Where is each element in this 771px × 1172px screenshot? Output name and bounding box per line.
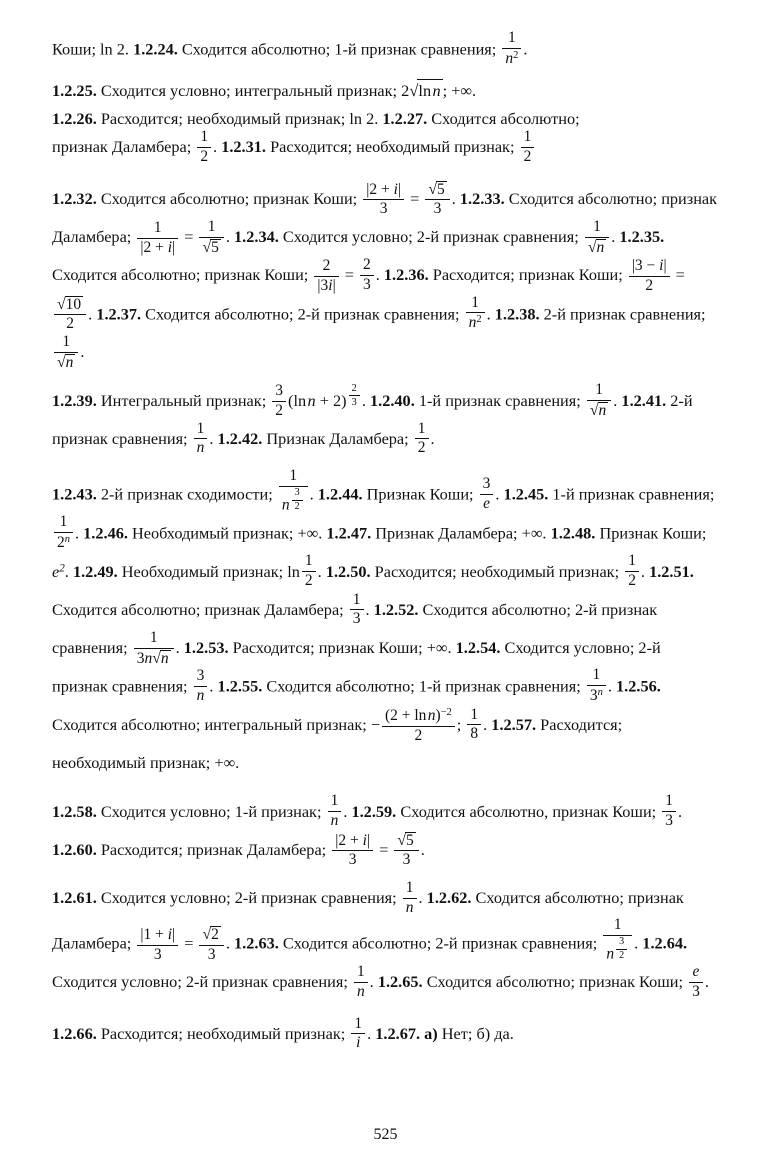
item-text-1227b: признак Даламбера; (52, 137, 192, 157)
item-number-1238: 1.2.38. (494, 303, 540, 323)
item-text-1225a: Сходится условно; интегральный признак; 2 (100, 81, 410, 101)
item-text-1234a: Сходится условно; 2-й (282, 227, 440, 247)
math-1-over-i: $\frac{1}{i}$ (351, 1016, 365, 1052)
answer-line-1226-1231 (52, 108, 719, 166)
item-number-1263: 1.2.63. (234, 934, 279, 954)
item-label-a: а) (424, 1023, 438, 1043)
item-text-1241: 2-й признак сравнения; (52, 390, 693, 448)
item-text-1233b: абсолютно; признак Даламбера; (52, 188, 718, 247)
item-number-1256: 1.2.56. (616, 676, 661, 696)
math-3-over-e: $\frac{3}{e}$ (480, 476, 494, 512)
item-text-1250: Расходится; необходимый признак; (374, 561, 620, 581)
item-text-1233a: Сходится (508, 188, 574, 208)
item-text-1251b: абсолютно; признак Даламбера; (121, 599, 344, 619)
period: . (225, 227, 230, 247)
math-abs3mi-over-2: $\frac{|3 - i|}{2}$ (629, 258, 670, 294)
item-text-1265: Сходится абсолютно; признак Коши; (426, 972, 684, 992)
period: . (418, 888, 423, 908)
item-number-1244: 1.2.44. (317, 484, 363, 504)
math-1-over-sqrtn: $\frac{1}{√n}$ (587, 382, 611, 419)
item-text-1259b: признак Коши; (552, 801, 657, 821)
period: . (209, 676, 214, 696)
period: . (175, 638, 180, 658)
item-text-1261: Сходится условно; 2-й признак сравнения; (100, 888, 397, 908)
item-number-1249: 1.2.49. (72, 561, 118, 581)
period: . (88, 303, 93, 323)
item-text-1236: Расходится; признак Коши; (432, 265, 623, 285)
item-number-1246: 1.2.46. (83, 523, 128, 543)
item-number-1266: 1.2.66. (52, 1023, 97, 1043)
period: . (369, 972, 374, 992)
math-neg-2plus-lnn-pow-minus2-over-2: $\frac{(2 + \ln n)^{-2}}{2}$ (382, 707, 455, 744)
math-sqrt5-over-3: $\frac{√5}{3}$ (425, 181, 449, 218)
math-1-over-n: $\frac{1}{n}$ (328, 793, 342, 829)
item-number-1245: 1.2.45. (503, 484, 549, 504)
item-number-1240: 1.2.40. (369, 390, 415, 410)
page-number: 525 (373, 1126, 398, 1143)
item-number-1239: 1.2.39. (52, 390, 97, 410)
math-1-over-3n: $\frac{1}{3^n}$ (587, 667, 606, 704)
item-number-1267: 1.2.67. (375, 1023, 421, 1043)
period: . (430, 428, 435, 448)
item-text-1226: Расходится; необходимый признак; ln 2. (100, 109, 379, 129)
item-text-1246: Необходимый признак; +∞. (132, 523, 323, 543)
item-text-1249a: Необходимый признак; (121, 561, 284, 581)
math-sqrt2-over-3: $\frac{√2}{3}$ (199, 926, 223, 963)
item-text-1245a: 1-й (552, 484, 575, 504)
period: . (704, 972, 709, 992)
item-text-1257: Расходится; необходимый признак; +∞. (52, 714, 623, 773)
period: . (343, 801, 348, 821)
period: . (80, 342, 85, 362)
equals: = (379, 839, 389, 859)
math-1-over-n2: $\frac{1}{n^2}$ (502, 30, 521, 67)
item-text-1240: 1-й признак сравнения; (418, 390, 581, 410)
item-number-1237: 1.2.37. (96, 303, 142, 323)
period: . (486, 303, 491, 323)
equals: = (675, 265, 685, 285)
period: . (365, 599, 370, 619)
item-number-1262: 1.2.62. (426, 888, 472, 908)
item-number-1259: 1.2.59. (351, 801, 397, 821)
item-number-1224: 1.2.24. (133, 39, 178, 59)
item-number-1234: 1.2.34. (234, 227, 279, 247)
item-text-1238: 2-й признак сравнения; (543, 303, 706, 323)
math-1-over-sqrtn: $\frac{1}{√n}$ (54, 334, 78, 371)
math-3-over-n: $\frac{3}{n}$ (194, 668, 208, 704)
item-text-1232: Сходится абсолютно; признак Коши; (100, 188, 358, 208)
equals: = (410, 188, 420, 208)
answer-block-1239-1242 (52, 382, 719, 459)
item-text-1263a: Сходится абсолютно; (282, 934, 432, 954)
period: . (75, 523, 80, 543)
item-text-1254a: Сходится (504, 638, 570, 658)
semicolon: ; (456, 714, 462, 734)
period: . (367, 1023, 372, 1043)
item-text-1267: Нет; б) да. (441, 1023, 514, 1043)
math-sqrt5-over-3: $\frac{√5}{3}$ (394, 832, 418, 869)
item-text-1260: Расходится; признак Даламбера; (100, 839, 327, 859)
continuation-text: Коши; ln 2. (52, 39, 129, 59)
item-text-1237b: абсолютно; 2-й признак сравнения; (214, 303, 460, 323)
item-number-1226: 1.2.26. (52, 109, 97, 129)
period: . (213, 137, 218, 157)
item-number-1233: 1.2.33. (459, 188, 505, 208)
item-number-1247: 1.2.47. (326, 523, 372, 543)
item-text-1251a: Сходится (52, 599, 118, 619)
math-2-over-abs3i: $\frac{2}{|3i|}$ (314, 258, 338, 294)
math-3-over-2: $\frac{3}{2}$ (272, 383, 286, 419)
period: . (607, 676, 612, 696)
period: . (611, 227, 616, 247)
answer-line-1224 (52, 30, 719, 67)
item-number-1236: 1.2.36. (383, 265, 429, 285)
item-text-1224: Сходится абсолютно; 1-й признак сравнения; (181, 39, 497, 59)
item-text-1243: 2-й признак сходимости; (100, 484, 273, 504)
answer-block-1258-1260 (52, 793, 719, 870)
item-number-1227: 1.2.27. (382, 109, 428, 129)
math-e-over-3: $\frac{e}{3}$ (689, 964, 703, 1000)
math-e-squared: $e^2$ (52, 561, 65, 581)
item-number-1252: 1.2.52. (373, 599, 419, 619)
item-number-1253: 1.2.53. (183, 638, 229, 658)
item-number-1261: 1.2.61. (52, 888, 97, 908)
answer-block-1232-1238 (52, 180, 719, 372)
item-text-1231: Расходится; необходимый признак; (270, 137, 515, 157)
math-1-over-n: $\frac{1}{n}$ (403, 880, 417, 916)
period: . (495, 484, 500, 504)
math-lnn-plus-2-pow: (ln n + 2) $^{\frac{2}{3}}$ (288, 391, 362, 410)
period: . (375, 265, 380, 285)
item-text-1227a: Сходится абсолютно; (431, 109, 580, 129)
answer-block-1243-1257 (52, 468, 719, 782)
equals: = (344, 265, 354, 285)
item-text-1252a: Сходится абсолютно; 2-й признак (422, 599, 658, 619)
answer-block-1266-1267 (52, 1016, 719, 1052)
period: . (309, 484, 314, 504)
math-1-over-3: $\frac{1}{3}$ (350, 592, 364, 628)
period: . (678, 801, 683, 821)
item-text-1249b: ln (287, 561, 300, 581)
item-number-1257: 1.2.57. (491, 714, 537, 734)
item-number-1260: 1.2.60. (52, 839, 97, 859)
period: . (64, 561, 69, 581)
period: . (361, 390, 366, 410)
item-text-1259a: Сходится абсолютно, (400, 801, 549, 821)
math-1-over-n: $\frac{1}{n}$ (354, 964, 368, 1000)
item-number-1242: 1.2.42. (217, 428, 263, 448)
math-1-over-2: $\frac{1}{2}$ (521, 129, 535, 165)
item-number-1248: 1.2.48. (550, 523, 596, 543)
period: . (451, 188, 456, 208)
math-abs1pi-over-3: $\frac{|1 + i|}{3}$ (137, 927, 178, 963)
period: . (523, 39, 528, 59)
math-abs2pi-over-3: $\frac{|2 + i|}{3}$ (332, 833, 373, 869)
item-text-1248: Признак Коши; (599, 523, 707, 543)
math-1-over-3n-sqrtn: $\frac{1}{3n√n}$ (134, 630, 174, 667)
math-sqrt10-over-2: $\frac{√10}{2}$ (54, 296, 86, 333)
item-text-1258: Сходится условно; 1-й признак; (100, 801, 322, 821)
math-1-over-n2: $\frac{1}{n^2}$ (466, 295, 485, 332)
period: . (640, 561, 645, 581)
item-text-1244: Признак Коши; (366, 484, 474, 504)
item-text-1235: Сходится абсолютно; признак Коши; (52, 265, 309, 285)
item-text-1247a: Признак (375, 523, 435, 543)
item-number-1235: 1.2.35. (619, 227, 665, 247)
math-1-over-n32: 1 n $^{\frac{3}{2}}$ (603, 917, 632, 963)
period: . (317, 561, 322, 581)
answer-block-1261-1265 (52, 879, 719, 1001)
item-text-1245b: признак сравнения; (578, 484, 715, 504)
item-text-1242: Признак Даламбера; (266, 428, 409, 448)
math-1-over-n: $\frac{1}{n}$ (194, 421, 208, 457)
item-text-1264b: сравнения; (272, 972, 348, 992)
equals: = (184, 227, 194, 247)
item-number-1243: 1.2.43. (52, 484, 97, 504)
item-text-1234b: признак сравнения; (443, 227, 579, 247)
period: . (613, 390, 618, 410)
item-number-1255: 1.2.55. (217, 676, 263, 696)
period: . (420, 839, 425, 859)
period: . (209, 428, 214, 448)
item-number-1265: 1.2.65. (377, 972, 423, 992)
item-number-1250: 1.2.50. (325, 561, 371, 581)
math-1-over-2: $\frac{1}{2}$ (415, 421, 429, 457)
item-number-1254: 1.2.54. (455, 638, 501, 658)
math-1-over-n32: 1 n $^{\frac{3}{2}}$ (279, 468, 308, 514)
item-text-1255a: Сходится абсолютно; 1-й признак (266, 676, 502, 696)
item-text-1237a: Сходится (145, 303, 211, 323)
math-1-over-3: $\frac{1}{3}$ (662, 793, 676, 829)
item-number-1232: 1.2.32. (52, 188, 97, 208)
item-text-1263b: 2-й признак сравнения; (435, 934, 598, 954)
item-number-1225: 1.2.25. (52, 81, 97, 101)
math-1-over-2: $\frac{1}{2}$ (302, 553, 316, 589)
math-1-over-2n: $\frac{1}{2^n}$ (54, 514, 73, 551)
item-text-1266: Расходится; необходимый признак; (100, 1023, 346, 1043)
math-1-over-sqrtn: $\frac{1}{√n}$ (585, 219, 609, 256)
math-1-over-8: $\frac{1}{8}$ (467, 707, 481, 743)
equals: = (184, 934, 194, 954)
item-text-1254b: условно; 2-й признак сравнения; (52, 638, 661, 696)
item-text-1253: Расходится; признак Коши; +∞. (232, 638, 452, 658)
math-1-over-abs2pi: $\frac{1}{|2 + i|}$ (137, 220, 178, 256)
period: . (634, 934, 639, 954)
item-number-1251: 1.2.51. (649, 561, 694, 581)
item-number-1241: 1.2.41. (621, 390, 667, 410)
item-text-1264a: Сходится условно; 2-й признак (52, 972, 269, 992)
item-text-1252b: сравнения; (52, 638, 128, 658)
item-text-1239: Интегральный признак; (100, 390, 267, 410)
math-1-over-sqrt5: $\frac{1}{√5}$ (199, 219, 223, 256)
item-number-1264: 1.2.64. (642, 934, 688, 954)
item-text-1255b: сравнения; (505, 676, 581, 696)
item-number-1258: 1.2.58. (52, 801, 97, 821)
period: . (225, 934, 230, 954)
math-sqrt-lnn: √ln n (409, 81, 441, 101)
math-minus: − (370, 714, 381, 734)
answer-line-1225 (52, 79, 719, 102)
math-1-over-2: $\frac{1}{2}$ (197, 129, 211, 165)
item-text-1262b: абсолютно; признак Даламбера; (52, 888, 684, 954)
period: . (483, 714, 488, 734)
item-number-1231: 1.2.31. (221, 137, 266, 157)
item-text-1256: Сходится абсолютно; интегральный признак; (52, 714, 367, 734)
item-text-1262a: Сходится (475, 888, 541, 908)
item-text-1247b: Даламбера; +∞. (438, 523, 547, 543)
math-1-over-2: $\frac{1}{2}$ (625, 553, 639, 589)
math-2-over-3: $\frac{2}{3}$ (360, 257, 374, 293)
math-abs2pi-over-3: $\frac{|2 + i|}{3}$ (363, 182, 404, 218)
item-text-1225b: ; +∞. (442, 81, 477, 101)
